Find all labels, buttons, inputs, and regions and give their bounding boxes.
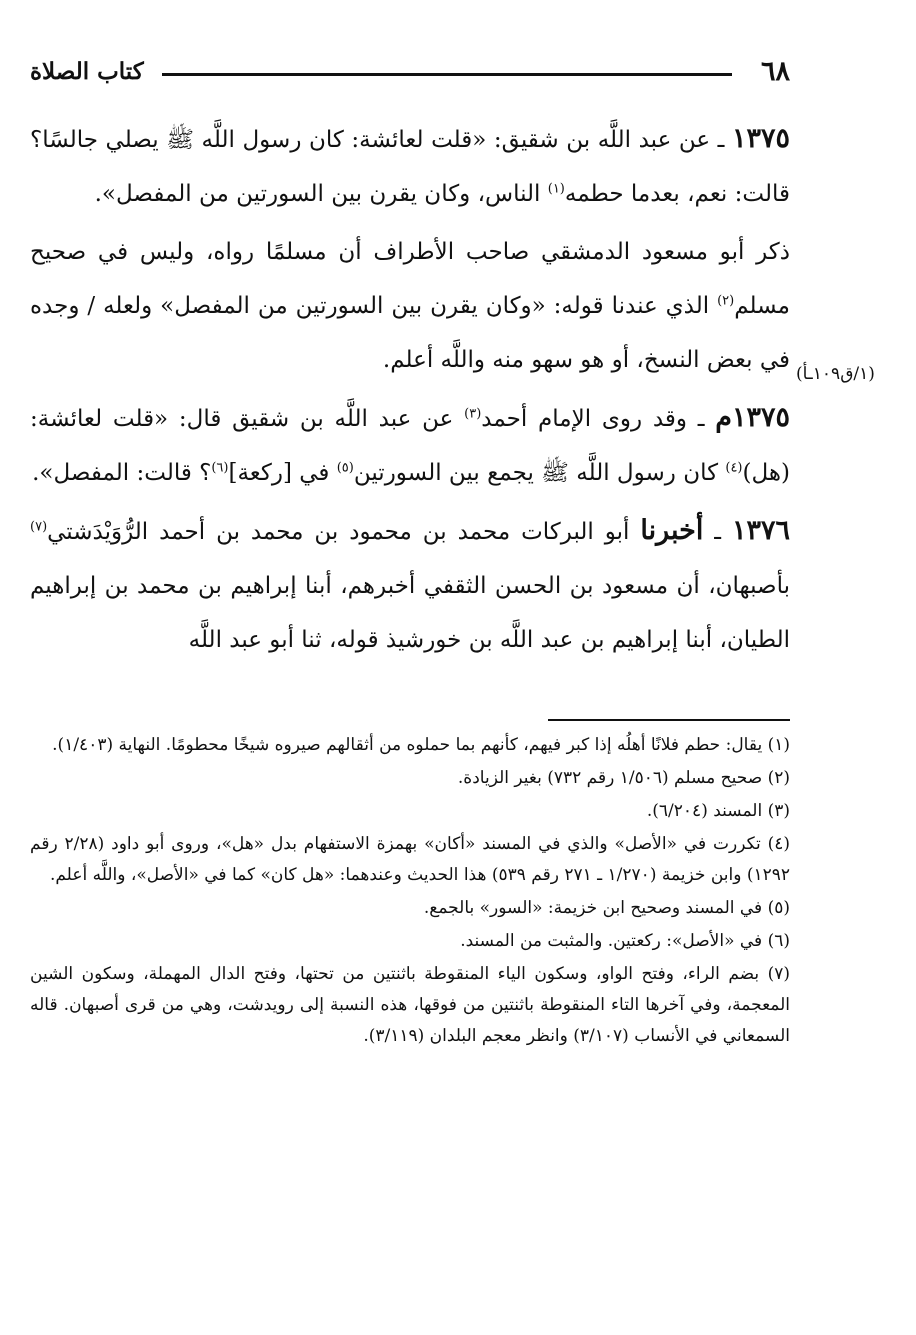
footnote-ref: (١): [547, 181, 565, 197]
page-header: [30, 56, 790, 92]
hadith-number: ١٣٧٥: [731, 123, 790, 154]
footnote-ref: (٢): [717, 293, 735, 309]
footnotes: [30, 730, 790, 1054]
footnote-ref: (٥): [336, 460, 354, 476]
footnote-2: (٢) صحيح مسلم (١/٥٠٦ رقم ٧٣٢) بغير الزيادة.: [457, 768, 790, 788]
footnote-ref: (٦): [211, 460, 229, 476]
footnote-5: (٥) في المسند وصحيح ابن خزيمة: «السور» بالجمع.: [423, 898, 790, 918]
chapter-title: كتاب الصلاة: [30, 58, 144, 85]
hadith-number: ١٣٧٥م: [715, 402, 790, 433]
footnote-3: (٣) المسند (٦/٢٠٤).: [646, 801, 790, 821]
footnote-separator: [548, 719, 790, 721]
commentary-paragraph: ذكر أبو مسعود الدمشقي صاحب الأطراف أن مسلمًا رواه، وليس في صحيح مسلم$^{(٢)}$ الذي عندنا قوله: «وكان يقرن بين السورتين من المفصل» ولعله / وجده في بعض النسخ، أو هو سهو منه واللَّه أعلم.: [30, 239, 790, 373]
footnote-ref: (٣): [464, 406, 482, 422]
footnote-1: (١) يقال: حطم فلانًا أهلُه إذا كبر فيهم، كأنهم بما حملوه من أثقالهم صيروه شيخًا محطومًا. النهاية (١/٤٠٣).: [52, 735, 790, 755]
footnote-7: (٧) بضم الراء، وفتح الواو، وسكون الياء المنقوطة باثنتين من تحتها، وفتح الدال المهملة، وسكون الشين المعجمة، وفي آخرها التاء المنقوطة باثنتين من فوقها، هذه النسبة إلى رويدشت، وهي من قرى أصبهان. قاله السمعاني في الأنساب (٣/١٠٧) وانظر معجم البلدان (٣/١١٩).: [30, 964, 790, 1046]
main-text: [30, 112, 790, 671]
hadith-1375: ١٣٧٥ ـ عن عبد اللَّه بن شقيق: «قلت لعائشة: كان رسول اللَّه ﷺ يصلي جالسًا؟ قالت: نعم، بعدما حطمه$^{(١)}$ الناس، وكان يقرن بين السورتين من المفصل».: [30, 123, 790, 207]
footnote-4: (٤) تكررت في «الأصل» والذي في المسند «أكان» بهمزة الاستفهام بدل «هل»، وروى أبو داود (٢/٢٨ رقم ١٢٩٢) وابن خزيمة (١/٢٧٠ ـ ٢٧١ رقم ٥٣٩) هذا الحديث وعندهما: «هل كان» كما في «الأصل»، واللَّه أعلم.: [30, 834, 790, 885]
footnote-ref: (٤): [725, 460, 743, 476]
header-rule: [162, 73, 732, 76]
footnote-6: (٦) في «الأصل»: ركعتين. والمثبت من المسند.: [460, 931, 790, 951]
manuscript-folio-note: (١/ق١٠٩ـأ): [796, 364, 875, 384]
footnote-ref: (٧): [30, 519, 48, 535]
hadith-1376: ١٣٧٦ ـ أخبرنا أبو البركات محمد بن محمود بن محمد بن أحمد الرُّوَيْدَشتي$^{(٧)}$ بأصبهان، أن مسعود بن الحسن الثقفي أخبرهم، أبنا إبراهيم بن محمد بن إبراهيم الطيان، أبنا إبراهيم بن عبد اللَّه بن خورشيذ قوله، ثنا أبو عبد اللَّه: [30, 515, 790, 653]
hadith-number: ١٣٧٦: [731, 515, 790, 546]
page-number: ٦٨: [760, 56, 790, 87]
hadith-1375m: ١٣٧٥م ـ وقد روى الإمام أحمد$^{(٣)}$ عن عبد اللَّه بن شقيق قال: «قلت لعائشة: (هل)$^{(٤)}$ كان رسول اللَّه ﷺ يجمع بين السورتين$^{(٥)}$ في [ركعة]$^{(٦)}$؟ قالت: المفصل».: [30, 402, 790, 486]
isnad-keyword: أخبرنا: [640, 515, 704, 546]
